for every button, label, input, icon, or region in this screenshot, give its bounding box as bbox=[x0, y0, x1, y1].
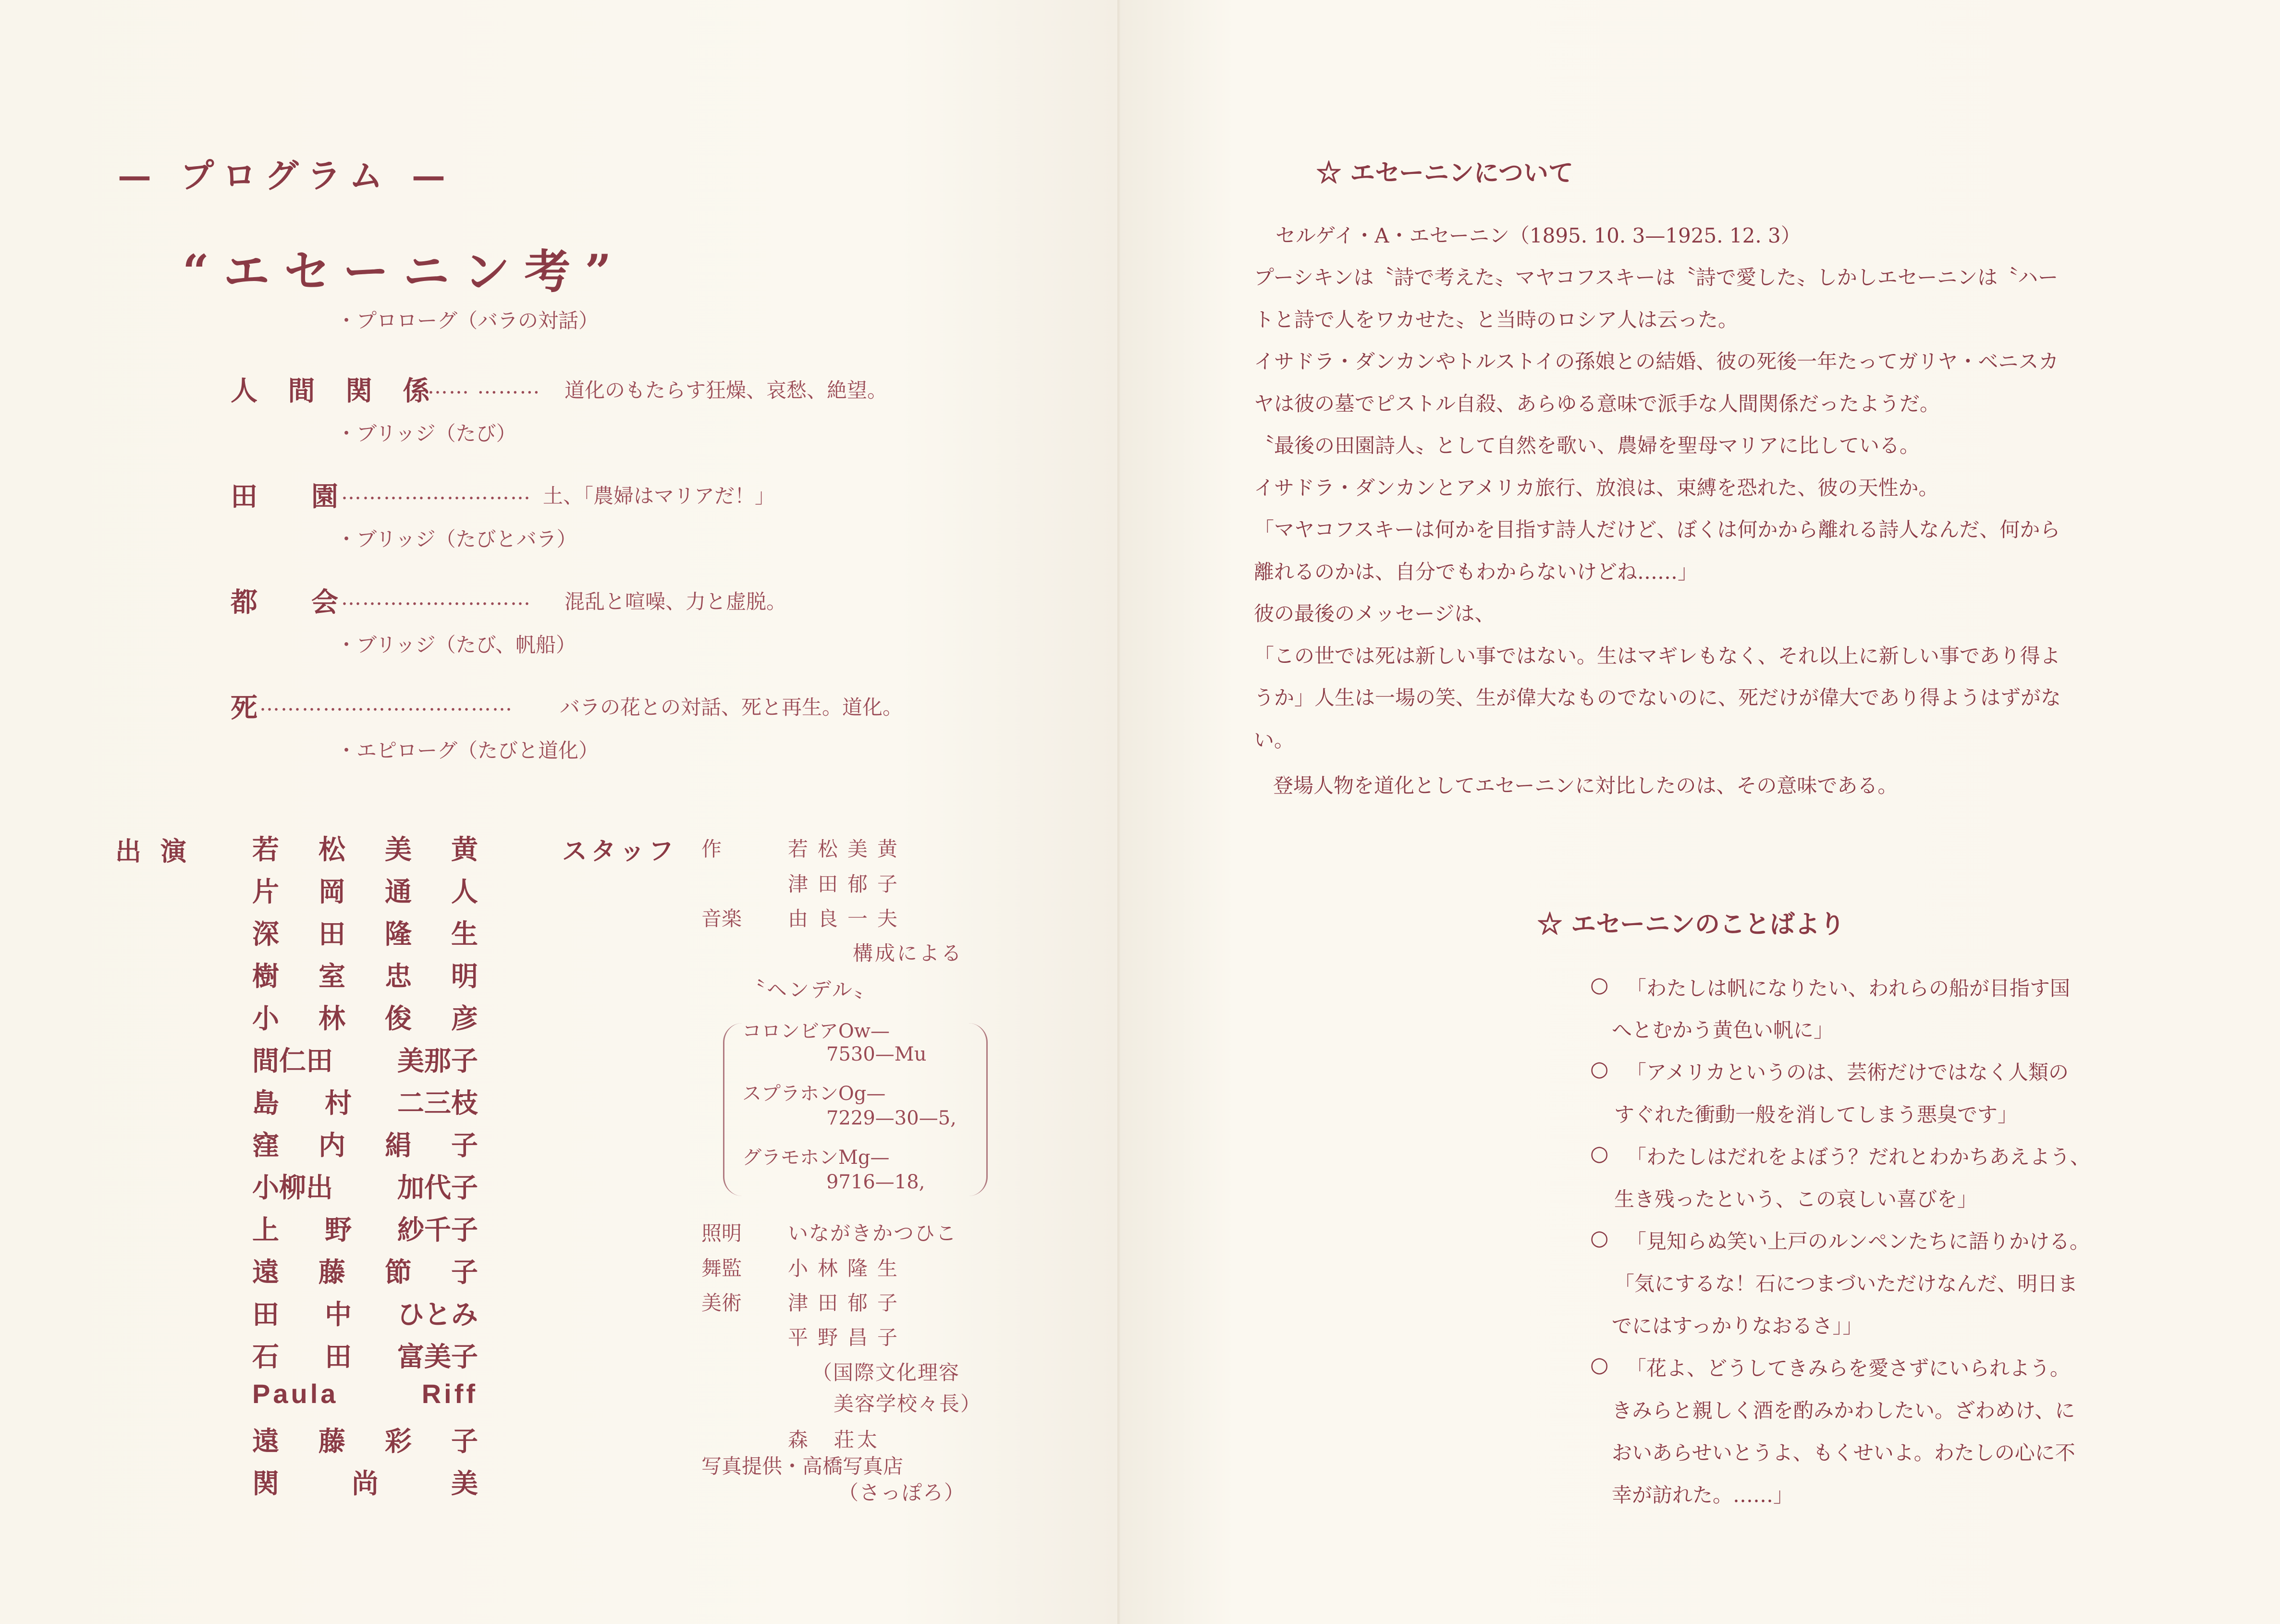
photo-credit: 写真提供・高橋写真店 bbox=[701, 1454, 904, 1478]
staff-role: 舞監 bbox=[701, 1257, 742, 1280]
staff-name: 津田郁子 bbox=[788, 1291, 907, 1315]
cast-member: 石 田 富美子 bbox=[252, 1341, 478, 1373]
about-line: い。 bbox=[1254, 728, 1295, 752]
section-desc: 道化のもたらす狂燥、哀愁、絶望。 bbox=[564, 379, 888, 402]
quote-line: きみらと親しく酒を酌みかわしたい。ざわめけ、に bbox=[1612, 1399, 2075, 1422]
staff-note: 構成による bbox=[853, 941, 964, 965]
epilogue: ・エピローグ（たびと道化） bbox=[336, 739, 599, 762]
staff-name: いながきかつひこ bbox=[788, 1221, 957, 1245]
photo-credit-city: （さっぽろ） bbox=[838, 1481, 966, 1504]
quote-line: 「花よ、どうしてきみらを愛さずにいられよう。 bbox=[1626, 1356, 2071, 1380]
section-name: 人 間 関 係 bbox=[231, 375, 441, 407]
cast-label: 出演 bbox=[115, 836, 206, 867]
staff-role: 美術 bbox=[701, 1291, 742, 1315]
cast-member: 島 村 二三枝 bbox=[252, 1087, 478, 1119]
about-line: うか」人生は一場の笑、生が偉大なものでないのに、死だけが偉大であり得ようはずがな bbox=[1254, 686, 2061, 709]
staff-name: 由良一夫 bbox=[788, 907, 907, 930]
quote-line: でにはすっかりなおるさ」」 bbox=[1612, 1314, 1863, 1338]
cast-member: 深 田 隆 生 bbox=[252, 918, 478, 950]
about-line: セルゲイ・A・エセーニン（1895. 10. 3—1925. 12. 3） bbox=[1275, 224, 1801, 247]
quote-line: すぐれた衝動一般を消してしまう悪臭です」 bbox=[1614, 1103, 2018, 1126]
cast-member: 間仁田 美那子 bbox=[252, 1045, 478, 1077]
cast-member: 田 中 ひとみ bbox=[252, 1299, 478, 1331]
staff-label: スタッフ bbox=[562, 837, 678, 866]
section-dots: ……………………………… bbox=[259, 692, 513, 715]
quote-line: 「アメリカというのは、芸術だけではなく人類の bbox=[1626, 1061, 2069, 1084]
staff-note: （国際文化理容 bbox=[812, 1361, 960, 1384]
record-label: スプラホンOg— bbox=[742, 1083, 886, 1105]
quote-line: 幸が訪れた。……」 bbox=[1612, 1483, 1794, 1507]
about-line: イサドラ・ダンカンとアメリカ旅行、放浪は、束縛を恐れた、彼の天性か。 bbox=[1254, 476, 1939, 500]
about-line: プーシキンは〝詩で考えた〟マヤコフスキーは〝詩で愛した〟しかしエセーニンは〝ハー bbox=[1254, 266, 2059, 289]
quote-line: おいあらせいとうよ、もくせいよ。わたしの心に不 bbox=[1612, 1441, 2075, 1465]
record-number: 9716—18, bbox=[826, 1171, 925, 1193]
about-line: 「マヤコフスキーは何かを目指す詩人だけど、ぼくは何かから離れる詩人なんだ、何から bbox=[1254, 518, 2060, 541]
record-label: グラモホンMg— bbox=[742, 1147, 890, 1169]
section-name: 田 園 bbox=[231, 481, 338, 513]
section-dots: ……………………… bbox=[341, 480, 531, 504]
about-line: 「この世では死は新しい事ではない。生はマギレもなく、それ以上に新しい事であり得よ bbox=[1254, 644, 2060, 668]
record-label: コロンビアOw— bbox=[742, 1020, 890, 1042]
about-line: 〝最後の田園詩人〟として自然を歌い、農婦を聖母マリアに比している。 bbox=[1254, 434, 1920, 457]
handel: 〝ヘンデル〟 bbox=[745, 978, 876, 1001]
bullet-circle: ○ bbox=[1590, 973, 1609, 997]
section-desc: 混乱と喧噪、力と虚脱。 bbox=[564, 590, 787, 613]
bridge: ・ブリッジ（たび） bbox=[336, 422, 516, 445]
quote-line: 「わたしはだれをよぼう？だれとわかちあえよう、 bbox=[1626, 1145, 2091, 1169]
cast-member: 小 林 俊 彦 bbox=[252, 1003, 478, 1035]
staff-name: 平野昌子 bbox=[788, 1326, 907, 1349]
cast-member: 遠 藤 節 子 bbox=[252, 1257, 478, 1288]
about-line: トと詩で人をワカせた〟と当時のロシア人は云った。 bbox=[1254, 308, 1739, 331]
about-heading: ☆ エセーニンについて bbox=[1316, 159, 1573, 188]
about-line: ヤは彼の墓でピストル自殺、あらゆる意味で派手な人間関係だったようだ。 bbox=[1254, 392, 1940, 415]
staff-role: 照明 bbox=[701, 1221, 742, 1245]
section-name: 死 bbox=[231, 692, 257, 724]
program-title: “エセーニン考” bbox=[183, 244, 626, 299]
quote-line: 「わたしは帆になりたい、われらの船が目指す国 bbox=[1626, 977, 2071, 1000]
staff-role: 音楽 bbox=[701, 907, 742, 930]
staff-name: 森 荘太 bbox=[788, 1428, 881, 1452]
cast-member: 樹 室 忠 明 bbox=[252, 961, 478, 992]
staff-name: 小林隆生 bbox=[788, 1257, 907, 1280]
about-line: イサドラ・ダンカンやトルストイの孫娘との結婚、彼の死後一年たってガリヤ・ベニスカ bbox=[1254, 350, 2059, 373]
bridge: ・ブリッジ（たび、帆船） bbox=[336, 633, 576, 657]
cast-member: 関 尚 美 bbox=[252, 1468, 478, 1500]
record-number: 7229—30—5, bbox=[826, 1107, 956, 1129]
words-heading: ☆ エセーニンのことばより bbox=[1537, 910, 1845, 939]
section-name: 都 会 bbox=[231, 586, 338, 618]
quote-line: 「見知らぬ笑い上戸のルンペンたちに語りかける。 bbox=[1626, 1230, 2090, 1253]
bullet-circle: ○ bbox=[1590, 1141, 1609, 1166]
cast-list bbox=[252, 829, 478, 1505]
cast-member: 若 松 美 黄 bbox=[252, 834, 478, 866]
cast-member: 上 野 紗千子 bbox=[252, 1214, 478, 1246]
page-fold bbox=[1117, 0, 1120, 1624]
cast-member: 遠 藤 彩 子 bbox=[252, 1426, 478, 1457]
section-dots: …… ……… bbox=[428, 375, 541, 398]
record-number: 7530—Mu bbox=[826, 1043, 927, 1065]
about-line: 彼の最後のメッセージは、 bbox=[1254, 602, 1495, 625]
quote-line: 「気にするな！石につまづいただけなんだ、明日ま bbox=[1614, 1272, 2078, 1295]
staff-role: 作 bbox=[701, 837, 722, 861]
about-line: 登場人物を道化としてエセーニンに対比したのは、その意味である。 bbox=[1273, 774, 1898, 797]
cast-member: Paula Riff bbox=[252, 1379, 478, 1409]
cast-member: 小柳出 加代子 bbox=[252, 1172, 478, 1204]
staff-name: 津田郁子 bbox=[788, 872, 907, 896]
quote-line: 生き残ったという、この哀しい喜びを」 bbox=[1614, 1187, 1978, 1211]
quote-line: へとむかう黄色い帆に」 bbox=[1612, 1018, 1834, 1042]
prologue: ・プロローグ（バラの対話） bbox=[336, 309, 599, 332]
bridge: ・ブリッジ（たびとバラ） bbox=[336, 527, 577, 551]
about-line: 離れるのかは、自分でもわからないけどね……」 bbox=[1254, 560, 1698, 584]
cast-member: 窪 内 絹 子 bbox=[252, 1130, 478, 1161]
section-dots: ……………………… bbox=[341, 586, 531, 610]
program-heading: — プログラム — bbox=[118, 156, 454, 195]
section-desc: 土、「農婦はマリアだ！」 bbox=[543, 484, 775, 508]
cast-member: 片 岡 通 人 bbox=[252, 876, 478, 908]
bullet-circle: ○ bbox=[1590, 1226, 1609, 1250]
bullet-circle: ○ bbox=[1590, 1353, 1609, 1377]
staff-name: 若松美黄 bbox=[788, 837, 907, 861]
staff-note: 美容学校々長） bbox=[834, 1392, 982, 1416]
bullet-circle: ○ bbox=[1590, 1057, 1609, 1081]
section-desc: バラの花との対話、死と再生。道化。 bbox=[560, 696, 903, 719]
